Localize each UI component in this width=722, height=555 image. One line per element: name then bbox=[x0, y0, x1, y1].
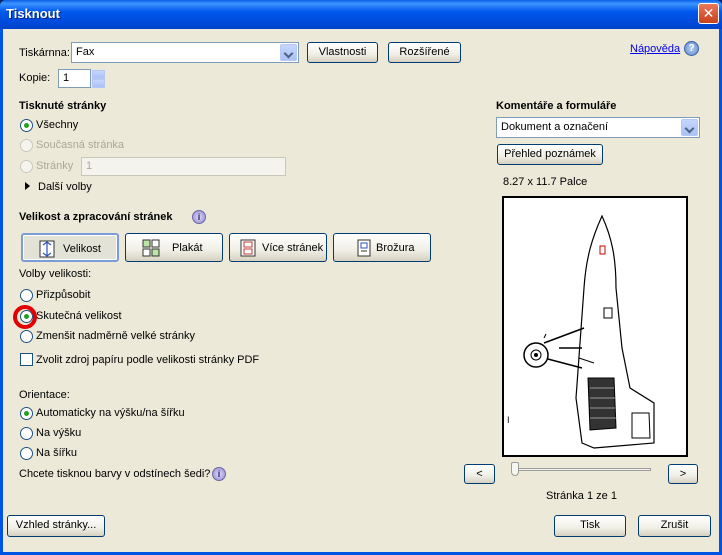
pages-all-radio[interactable] bbox=[20, 119, 33, 132]
grayscale-question: Chcete tisknou barvy v odstínech šedi? bbox=[19, 468, 211, 480]
sizing-mode-poster-button[interactable] bbox=[125, 233, 223, 262]
comments-value: Dokument a označení bbox=[501, 121, 609, 133]
copies-input[interactable] bbox=[58, 69, 91, 88]
pages-heading: Tisknuté stránky bbox=[19, 100, 107, 112]
sizing-mode-size-label: Velikost bbox=[63, 243, 101, 255]
comments-heading: Komentáře a formuláře bbox=[496, 100, 617, 112]
paper-source-checkbox[interactable] bbox=[20, 353, 33, 366]
next-page-button[interactable]: > bbox=[668, 464, 698, 484]
sizing-heading: Velikost a zpracování stránek bbox=[19, 211, 173, 223]
size-actual-label[interactable]: Skutečná velikost bbox=[36, 310, 122, 322]
orientation-label: Orientace: bbox=[19, 389, 70, 401]
booklet-icon bbox=[356, 239, 372, 257]
size-options-label: Volby velikosti: bbox=[19, 268, 92, 280]
poster-icon bbox=[142, 239, 160, 257]
page-indicator: Stránka 1 ze 1 bbox=[546, 490, 617, 502]
sizing-mode-size-button[interactable] bbox=[21, 233, 119, 262]
info-icon[interactable] bbox=[192, 210, 206, 224]
printer-label: Tiskárnna: bbox=[19, 47, 70, 59]
title-bar[interactable] bbox=[0, 0, 722, 29]
sizing-mode-booklet-button[interactable] bbox=[333, 233, 431, 262]
orientation-portrait-label[interactable]: Na výšku bbox=[36, 427, 82, 439]
more-options-toggle[interactable]: Další volby bbox=[38, 181, 92, 193]
size-shrink-label[interactable]: Zmenšit nadměrně velké stránky bbox=[36, 330, 195, 342]
size-fit-radio[interactable] bbox=[20, 289, 33, 302]
chevron-down-icon[interactable] bbox=[280, 44, 297, 61]
orientation-auto-radio[interactable] bbox=[20, 407, 33, 420]
spin-up-icon[interactable] bbox=[92, 70, 105, 79]
print-button[interactable]: Tisk bbox=[554, 515, 626, 537]
pages-current-label[interactable]: Současná stránka bbox=[36, 139, 125, 151]
sizing-mode-poster-label: Plakát bbox=[172, 242, 203, 254]
pages-range-label[interactable]: Stránky bbox=[36, 160, 74, 172]
dialog-body bbox=[3, 29, 719, 552]
expand-triangle-icon[interactable] bbox=[25, 182, 30, 190]
comments-select[interactable] bbox=[496, 117, 700, 138]
orientation-auto-label[interactable]: Automaticky na výšku/na šířku bbox=[36, 407, 185, 419]
page-size-icon bbox=[39, 240, 55, 258]
printer-value: Fax bbox=[76, 46, 95, 58]
page-setup-button[interactable]: Vzhled stránky... bbox=[7, 515, 105, 537]
spin-down-icon[interactable] bbox=[92, 79, 105, 88]
info-icon-glyph: i bbox=[197, 212, 201, 222]
orientation-landscape-label[interactable]: Na šířku bbox=[36, 447, 77, 459]
copies-label: Kopie: bbox=[19, 72, 51, 84]
pages-all-label[interactable]: Všechny bbox=[36, 119, 79, 131]
preview-drawing bbox=[504, 198, 686, 455]
advanced-button[interactable]: Rozšířené bbox=[388, 42, 461, 63]
close-icon: ✕ bbox=[702, 5, 715, 21]
window-title: Tisknout bbox=[6, 6, 60, 21]
close-button[interactable] bbox=[698, 3, 719, 24]
size-shrink-radio[interactable] bbox=[20, 330, 33, 343]
page-slider-track[interactable] bbox=[514, 468, 651, 471]
pages-range-radio[interactable] bbox=[20, 160, 33, 173]
previous-page-button[interactable]: < bbox=[464, 464, 495, 484]
properties-button[interactable]: Vlastnosti bbox=[307, 42, 378, 63]
preview-marker-text: I bbox=[507, 415, 510, 425]
help-icon-glyph: ? bbox=[688, 43, 695, 54]
summarize-comments-button[interactable]: Přehled poznámek bbox=[497, 144, 603, 165]
grayscale-info-icon-glyph: i bbox=[217, 469, 221, 479]
chevron-down-icon[interactable] bbox=[681, 119, 698, 136]
sizing-mode-multiple-label: Více stránek bbox=[262, 242, 324, 254]
copies-spinner[interactable] bbox=[92, 70, 105, 88]
printer-select[interactable] bbox=[71, 42, 299, 63]
pages-range-input[interactable] bbox=[81, 157, 286, 176]
pages-current-radio[interactable] bbox=[20, 139, 33, 152]
orientation-portrait-radio[interactable] bbox=[20, 427, 33, 440]
cancel-button[interactable]: Zrušit bbox=[638, 515, 711, 537]
size-fit-label[interactable]: Přizpůsobit bbox=[36, 289, 91, 301]
highlight-ring bbox=[13, 305, 37, 329]
pages-range-value: 1 bbox=[86, 160, 93, 172]
multiple-pages-icon bbox=[240, 239, 256, 257]
orientation-landscape-radio[interactable] bbox=[20, 447, 33, 460]
sizing-mode-multiple-button[interactable] bbox=[229, 233, 327, 262]
print-preview bbox=[502, 196, 688, 457]
page-slider-thumb[interactable] bbox=[511, 462, 519, 476]
help-link[interactable]: Nápověda bbox=[630, 43, 681, 55]
sizing-mode-booklet-label: Brožura bbox=[376, 242, 415, 254]
page-size-text: 8.27 x 11.7 Palce bbox=[503, 176, 588, 188]
paper-source-label[interactable]: Zvolit zdroj papíru podle velikosti stránky PDF bbox=[36, 354, 260, 366]
grayscale-info-icon[interactable] bbox=[212, 467, 226, 481]
copies-value: 1 bbox=[63, 72, 70, 84]
help-icon[interactable] bbox=[684, 41, 699, 56]
